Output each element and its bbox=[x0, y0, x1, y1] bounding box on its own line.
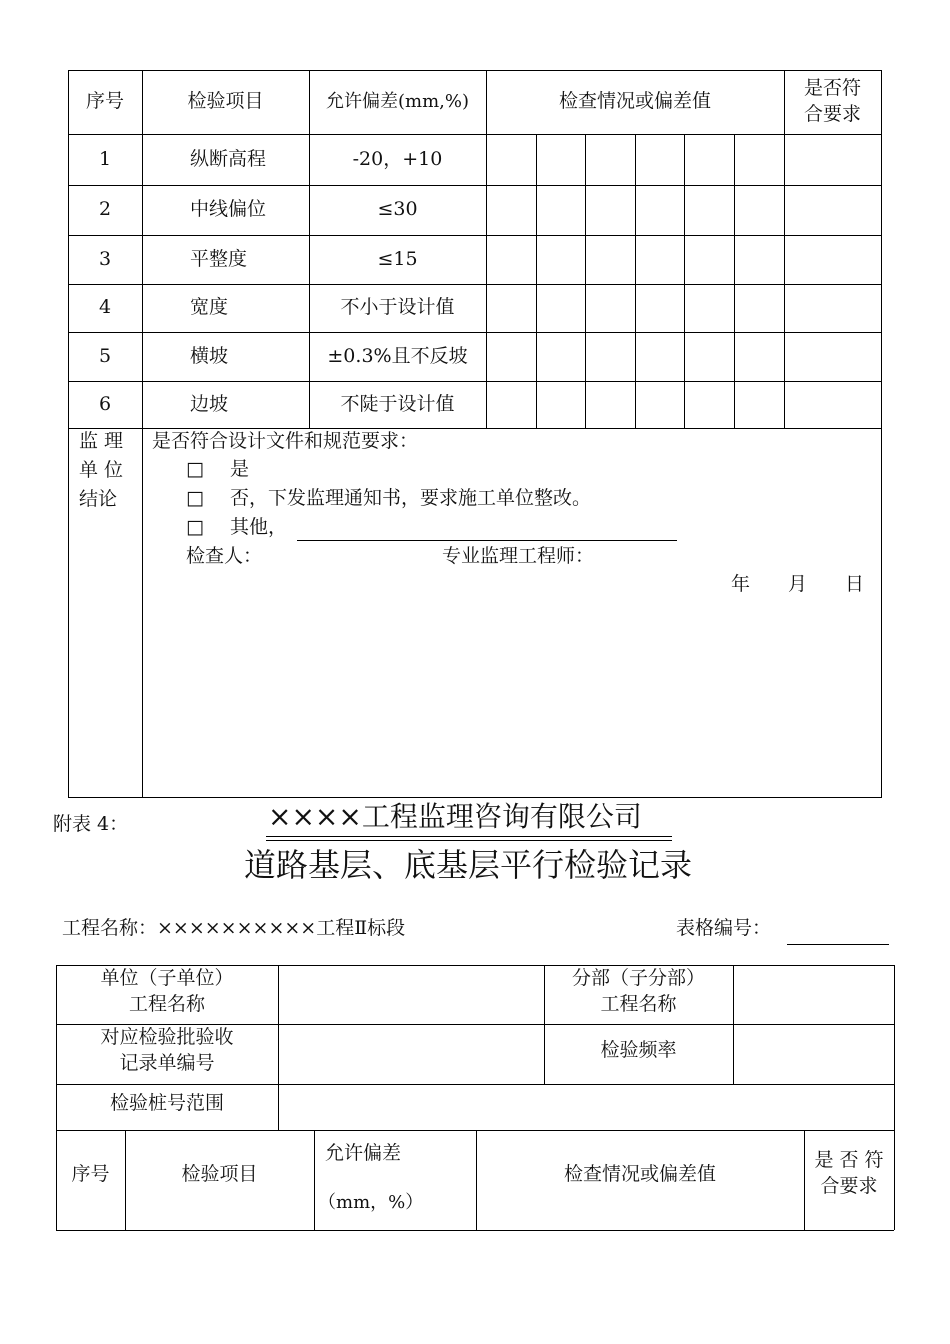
col-divider bbox=[314, 1130, 315, 1230]
unit-project-name-label bbox=[56, 962, 278, 1022]
frequency-field[interactable] bbox=[734, 1025, 893, 1083]
row-tolerance: 不陡于设计值 bbox=[340, 392, 455, 415]
header-seq: 序号 bbox=[71, 1163, 110, 1186]
conclusion-question: 是否符合设计文件和规范要求： bbox=[152, 430, 419, 452]
table-border-bottom bbox=[56, 1230, 894, 1231]
header-item: 检验项目 bbox=[187, 90, 264, 113]
row-item: 平整度 bbox=[189, 247, 247, 270]
appendix-label: 附表 4： bbox=[53, 813, 129, 835]
header-comply bbox=[804, 1142, 894, 1206]
checkbox-icon[interactable]: □ bbox=[186, 458, 204, 480]
row-seq: 1 bbox=[98, 147, 112, 170]
batch-record-no-field[interactable] bbox=[279, 1025, 543, 1083]
frequency-label: 检验频率 bbox=[600, 1039, 677, 1062]
conclusion-label-line3: 结论 bbox=[79, 488, 118, 510]
row-seq: 2 bbox=[98, 198, 112, 221]
option-yes-label: 是 bbox=[229, 458, 249, 480]
row-tolerance: 不小于设计值 bbox=[340, 296, 455, 319]
form-number-label: 表格编号： bbox=[676, 917, 772, 939]
header-comply-line2: 合要求 bbox=[820, 1175, 878, 1197]
header-check-status: 检查情况或偏差值 bbox=[558, 90, 711, 113]
date-month: 月 bbox=[788, 573, 808, 595]
header-comply-line1: 是 否 符 bbox=[814, 1149, 884, 1172]
header-seq: 序号 bbox=[85, 90, 124, 113]
option-no-label: 否，下发监理通知书，要求施工单位整改。 bbox=[229, 487, 591, 509]
row-item: 纵断高程 bbox=[189, 147, 266, 170]
batch-record-no-label bbox=[56, 1021, 278, 1081]
header-comply-line1: 是否符 bbox=[803, 77, 861, 100]
division-project-name-label bbox=[544, 962, 733, 1022]
division-label-line1: 分部（子分部） bbox=[571, 967, 705, 990]
option-other-label: 其他， bbox=[229, 516, 287, 538]
row-tolerance: ≤15 bbox=[377, 247, 418, 270]
date-year: 年 bbox=[731, 573, 751, 595]
header-tolerance-line2: （mm，%） bbox=[318, 1192, 424, 1213]
row-item: 横坡 bbox=[189, 344, 228, 367]
row-item: 边坡 bbox=[189, 392, 228, 415]
inspector-label: 检查人： bbox=[186, 545, 263, 567]
table-border-right bbox=[894, 965, 895, 1230]
row-tolerance: ≤30 bbox=[377, 198, 418, 221]
conclusion-label-line2: 单 位 bbox=[79, 459, 124, 481]
unit-label-line1: 单位（子单位） bbox=[100, 967, 234, 990]
row-tolerance: -20，+10 bbox=[352, 147, 443, 170]
checkbox-icon[interactable]: □ bbox=[186, 487, 204, 509]
row-item: 中线偏位 bbox=[189, 198, 266, 221]
form-title: 道路基层、底基层平行检验记录 bbox=[244, 846, 693, 884]
checkbox-icon[interactable]: □ bbox=[186, 516, 204, 538]
header-comply-line2: 合要求 bbox=[803, 103, 861, 125]
batch-label-line1: 对应检验批验收 bbox=[100, 1026, 234, 1049]
stake-range-field[interactable] bbox=[279, 1085, 893, 1129]
engineer-label: 专业监理工程师： bbox=[442, 545, 595, 567]
company-name: ××××工程监理咨询有限公司 bbox=[268, 800, 642, 833]
unit-project-name-field[interactable] bbox=[279, 966, 543, 1023]
header-tolerance-line1: 允许偏差 bbox=[325, 1142, 402, 1164]
division-project-name-field[interactable] bbox=[734, 966, 893, 1023]
row-seq: 5 bbox=[98, 344, 112, 367]
header-check-status: 检查情况或偏差值 bbox=[563, 1163, 716, 1186]
header-tolerance: 允许偏差(mm,%) bbox=[325, 90, 469, 112]
batch-label-line2: 记录单编号 bbox=[119, 1052, 215, 1074]
row-seq: 3 bbox=[98, 247, 112, 270]
date-day: 日 bbox=[845, 573, 865, 595]
row-seq: 4 bbox=[98, 296, 112, 319]
row-tolerance: ±0.3%且不反坡 bbox=[327, 344, 468, 367]
division-label-line2: 工程名称 bbox=[600, 993, 677, 1015]
row-seq: 6 bbox=[98, 392, 112, 415]
row-item: 宽度 bbox=[189, 296, 228, 319]
project-name: 工程名称：××××××××××工程Ⅱ标段 bbox=[62, 917, 406, 939]
stake-range-label: 检验桩号范围 bbox=[109, 1092, 224, 1115]
unit-label-line2: 工程名称 bbox=[128, 993, 205, 1015]
conclusion-label-line1: 监 理 bbox=[79, 430, 124, 452]
header-item: 检验项目 bbox=[181, 1163, 258, 1186]
